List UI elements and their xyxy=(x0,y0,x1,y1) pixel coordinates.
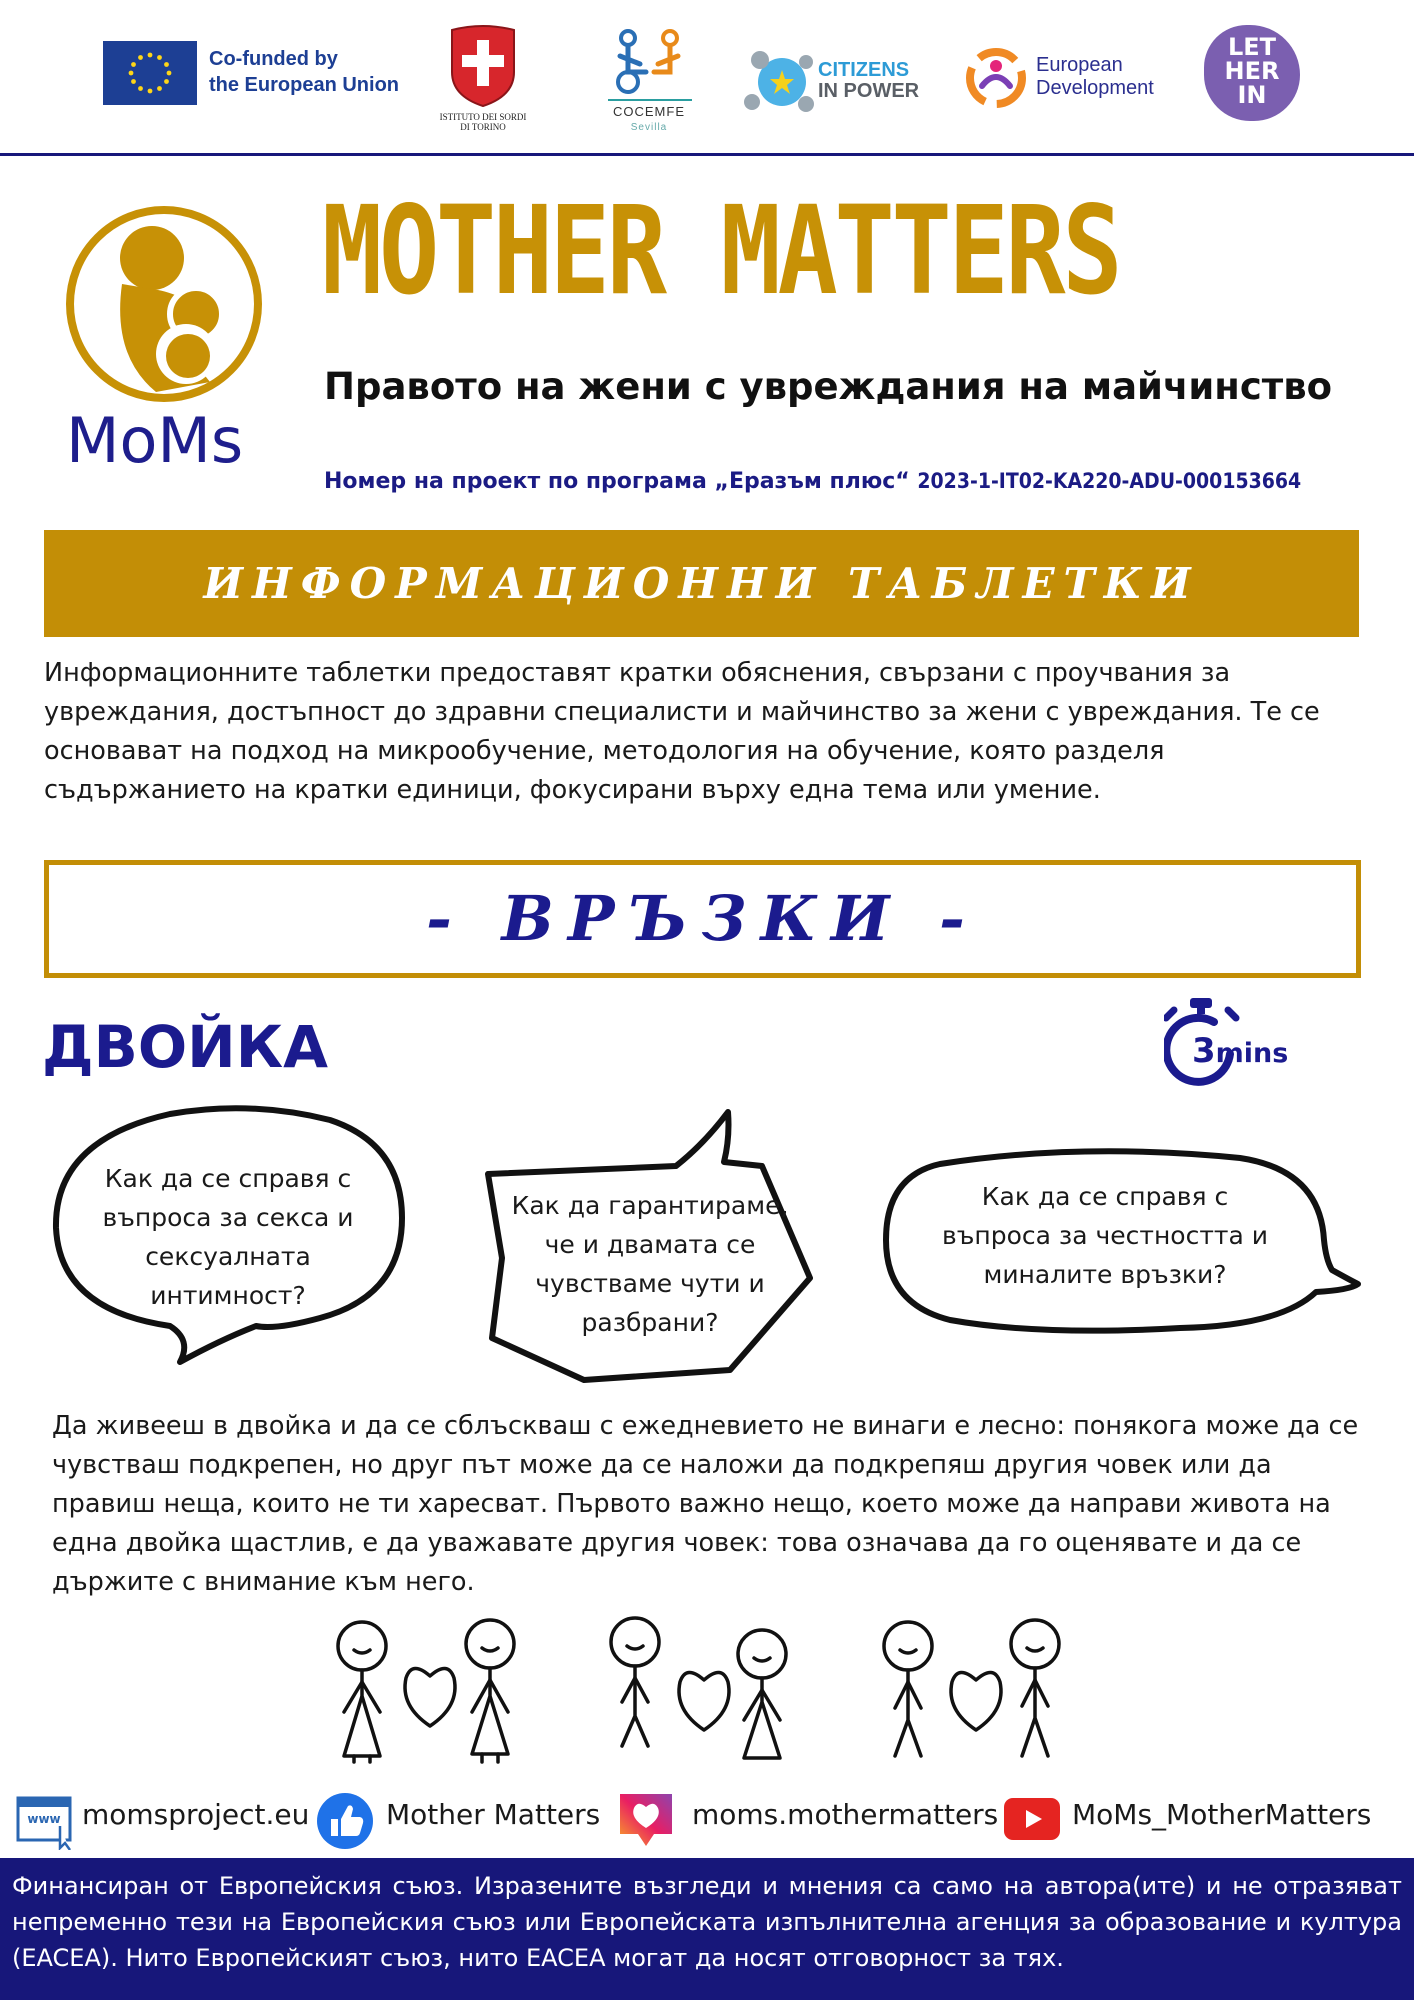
youtube-link[interactable]: MoMs_MotherMatters xyxy=(1072,1798,1372,1831)
cocemfe-caption: COCEMFE Sevilla xyxy=(613,104,685,133)
eu-cofunded-label: Co-funded by the European Union xyxy=(209,48,399,96)
project-code: 2023-1-IT02-KA220-ADU-000153664 xyxy=(917,469,1302,493)
header-divider xyxy=(0,153,1414,156)
couple-1-illustration xyxy=(338,1620,514,1762)
speech-bubble-1-text: Как да се справя с въпроса за секса и сексуалната интимност? xyxy=(102,1164,354,1310)
speech-bubble-3-text: Как да се справя с въпроса за честността и миналите връзки? xyxy=(942,1182,1268,1289)
project-number-label: Номер на проект по програма „Еразъм плюс“ xyxy=(324,469,910,494)
intro-paragraph: Информационните таблетки предоставят кратки обяснения, свързани с проучвания за увреждания, достъпност до здравни специалисти и майчинство за жени с увреждания. Те се основават на подход на микрообучение, методология на обучение, която разделя съдържанието на кратки единици, фокусирани върху една тема или умение. xyxy=(44,658,1320,805)
section-label-box: - ВРЪЗКИ - xyxy=(44,860,1361,978)
cocemfe-logo-icon xyxy=(606,26,694,102)
instagram-heart-icon xyxy=(616,1790,676,1850)
youtube-icon xyxy=(1004,1798,1060,1840)
torino-shield-logo xyxy=(448,22,518,108)
timer-value: 3 xyxy=(1192,1031,1216,1071)
speech-bubble-2-text: Как да гарантираме, че и двамата се чувстваме чути и разбрани? xyxy=(511,1191,789,1337)
website-link[interactable]: momsproject.eu xyxy=(82,1798,310,1831)
moms-logo-text: MoMs xyxy=(66,404,244,477)
eu-flag-logo xyxy=(103,41,197,105)
torino-caption: ISTITUTO DEI SORDI DI TORINO xyxy=(439,112,527,132)
footer-disclaimer: Финансиран от Европейския съюз. Изразените възгледи и мнения са само на автора(ите) и не отразяват непременно тези на Европейския съюз или Европейската изпълнителна агенция за образование и култура (EACEA). Нито Европейският съюз, нито EACEA могат да носят отговорност за тях. xyxy=(12,1872,1402,1972)
timer-label xyxy=(1192,1031,1289,1071)
moms-logo-icon xyxy=(60,206,268,402)
couple-2-illustration xyxy=(611,1618,786,1758)
timer-unit: mins xyxy=(1215,1038,1289,1069)
info-pills-banner: ИНФОРМАЦИОННИ ТАБЛЕТКИ xyxy=(44,530,1359,637)
facebook-link[interactable]: Mother Matters xyxy=(386,1798,601,1831)
page-title: MOTHER MATTERS xyxy=(322,180,1120,322)
couple-3-illustration xyxy=(884,1620,1059,1756)
website-icon xyxy=(16,1796,76,1850)
european-development-label: European Development xyxy=(1036,54,1154,99)
citizens-in-power-icon xyxy=(742,48,816,114)
facebook-like-icon xyxy=(316,1792,374,1850)
page-subtitle: Правото на жени с увреждания на майчинство xyxy=(324,365,1333,408)
couples-illustration xyxy=(330,1616,1070,1764)
let-her-in-logo: LET HER IN xyxy=(1204,25,1300,121)
european-development-icon xyxy=(966,48,1026,108)
couple-paragraph: Да живееш в двойка и да се сблъскваш с ежедневието не винаги е лесно: понякога може да се чувстваш подкрепен, но друг път може да се наложи да подкрепяш другия човек или да правиш неща, които не ти харесват. Първото важно нещо, което може да направи живота на една двойка щастлив, е да уважавате другия човек: това означава да го оценявате и да се държите с внимание към него. xyxy=(52,1411,1359,1597)
website-icon-label: www xyxy=(27,1812,61,1826)
section-title: ДВОЙКА xyxy=(42,1013,329,1081)
instagram-link[interactable]: moms.mothermatters xyxy=(692,1798,999,1831)
project-number xyxy=(324,467,1301,496)
citizens-in-power-label: CITIZENS IN POWER xyxy=(818,59,920,102)
